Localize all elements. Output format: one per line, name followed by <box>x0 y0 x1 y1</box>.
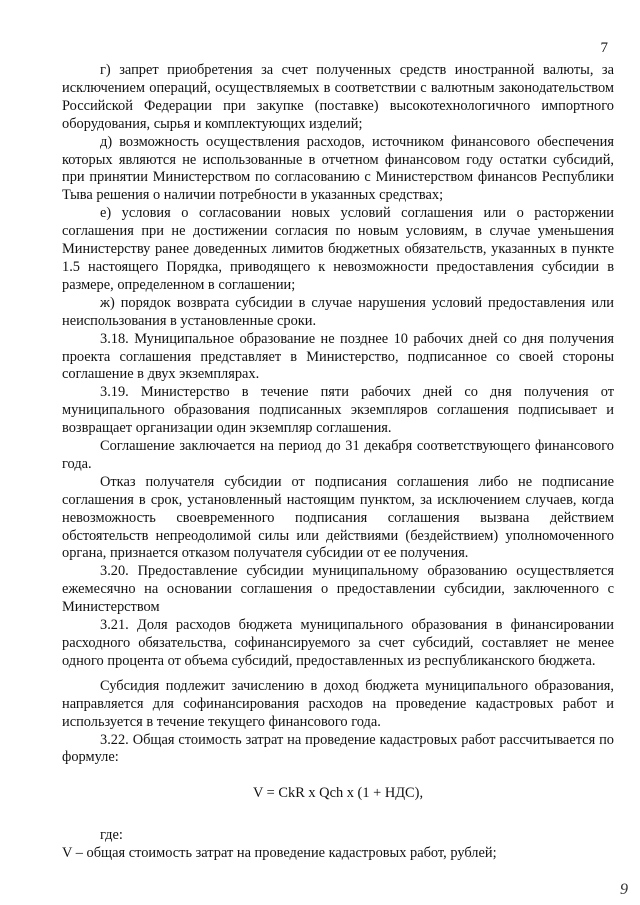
paragraph-3-21: 3.21. Доля расходов бюджета муниципального образования в финансировании расходного обязательства, софинансируемого за счет субсидий, составляет не менее одного процента от объема субсидий, предоставленных из республиканского бюджета. <box>62 617 614 669</box>
page-number: 7 <box>600 40 608 56</box>
paragraph-3-20: 3.20. Предоставление субсидии муниципальному образованию осуществляется ежемесячно на основании соглашения о предоставлении субсидии, заключенного с Министерством <box>62 563 614 616</box>
paragraph-agreement-term: Соглашение заключается на период до 31 декабря соответствующего финансового года. <box>62 438 614 472</box>
definition-v: V – общая стоимость затрат на проведение кадастровых работ, рублей; <box>62 845 497 862</box>
paragraph-subsidy-allocation: Субсидия подлежит зачислению в доход бюджета муниципального образования, направляется для софинансирования расходов на проведение кадастровых работ и используется в течение текущего финансового года. <box>62 677 614 730</box>
paragraph-3-18: 3.18. Муниципальное образование не позднее 10 рабочих дней со дня получения проекта соглашения представляет в Министерство, подписанное со своей стороны соглашение в двух экземплярах. <box>62 330 614 383</box>
where-label: где: <box>100 827 123 844</box>
paragraph-clause-g: г) запрет приобретения за счет полученных средств иностранной валюты, за исключением операций, осуществляемых в соответствии с валютным законодательством Российской Федерации при закупке (поставке) высокотехнологичного импортного оборудования, сырья и комплектующих изделий; <box>62 62 614 132</box>
paragraph-clause-d: д) возможность осуществления расходов, источником финансового обеспечения которых являются не использованные в отчетном финансовом году остатки субсидий, при принятии Министерством по согласованию с Министерством финансов Республики Тыва решения о наличии потребности в указанных средствах; <box>62 133 614 204</box>
cost-formula: V = CkR x Qch x (1 + НДС), <box>252 785 424 802</box>
document-body <box>62 62 614 863</box>
paragraph-3-19: 3.19. Министерство в течение пяти рабочих дней со дня получения от муниципального образования подписанных экземпляров соглашения подписывает и возвращает организации один экземпляр соглашения. <box>62 384 614 437</box>
paragraph-3-22: 3.22. Общая стоимость затрат на проведение кадастровых работ рассчитывается по формуле: <box>62 731 614 766</box>
paragraph-clause-e: е) условия о согласовании новых условий соглашения или о расторжении соглашения при не достижении согласия по новым условиям, в случае уменьшения Министерству ранее доведенных лимитов бюджетных обязательств, указанных в пункте 1.5 настоящего Порядка, приводящего к невозможности предоставления субсидии в размере, определенном в соглашении; <box>62 205 614 293</box>
handwritten-page-mark: 9 <box>620 881 628 898</box>
paragraph-clause-zh: ж) порядок возврата субсидии в случае нарушения условий предоставления или неиспользования в установленные сроки. <box>62 294 614 329</box>
paragraph-refusal: Отказ получателя субсидии от подписания соглашения либо не подписание соглашения в срок, установленный настоящим пунктом, за исключением случаев, когда невозможность своевременного подписания соглашения вызвана действием обстоятельств непреодолимой силы или действиями (бездействием) уполномоченного органа, признается отказом получателя субсидии от ее получения. <box>62 473 614 562</box>
